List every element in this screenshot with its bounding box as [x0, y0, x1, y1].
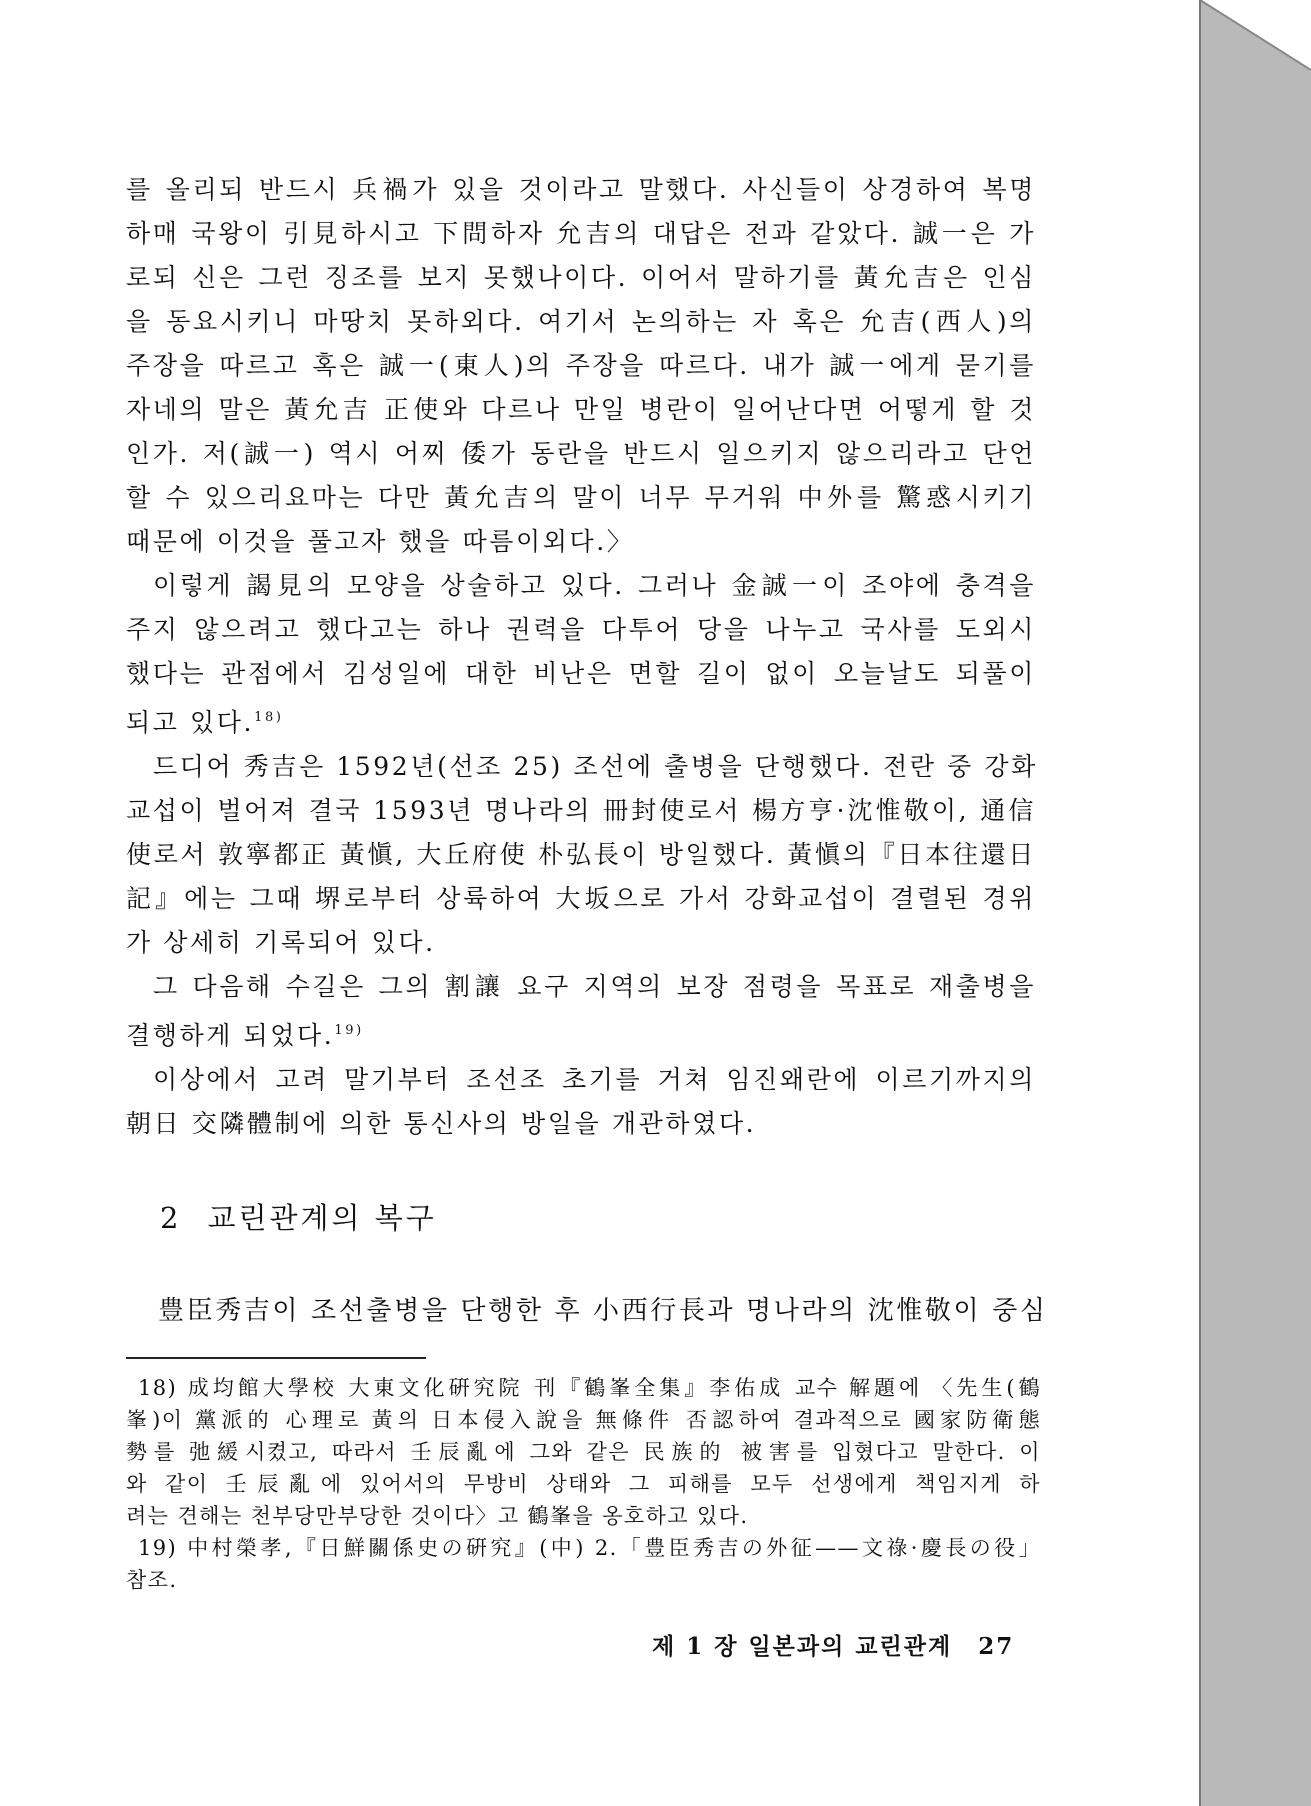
text-line: 교섭이 벌어져 결국 1593년 명나라의 冊封使로서 楊方亨·沈惟敬이, 通信 [126, 796, 1036, 825]
footnote-line: 峯)이 黨派的 心理로 黃의 日本侵入說을 無條件 否認하여 결과적으로 國家防衛態 [126, 1408, 1041, 1432]
text-line: 을 동요시키니 마땅치 못하외다. 여기서 논의하는 자 혹은 允吉(西人)의 [126, 307, 1036, 336]
body-text [126, 168, 1036, 1146]
text-line: 주장을 따르고 혹은 誠一(東人)의 주장을 따르다. 내가 誠一에게 묻기를 [126, 351, 1036, 380]
page-footer [652, 1628, 1014, 1661]
footnote-ref-19[interactable]: 19) [334, 1023, 364, 1038]
footnote-19 [126, 1532, 1041, 1596]
section-first-line: 豊臣秀吉이 조선출병을 단행한 후 小西行長과 명나라의 沈惟敬이 중심 [158, 1296, 1048, 1326]
text-line: 이상에서 고려 말기부터 조선조 초기를 거쳐 임진왜란에 이르기까지의 [153, 1065, 1036, 1094]
page-number: 27 [978, 1633, 1015, 1660]
paragraph-4 [126, 965, 1036, 1058]
text-line: 드디어 秀吉은 1592년(선조 25) 조선에 출병을 단행했다. 전란 중 강화 [153, 752, 1038, 781]
paragraph-2 [126, 564, 1036, 745]
footnote-line: 와 같이 壬辰亂에 있어서의 무방비 상태와 그 피해를 모두 선생에게 책임지게 하 [126, 1472, 1041, 1496]
text-fragment: 되고 있다. [126, 708, 255, 737]
page-stack-side [1200, 0, 1311, 1806]
text-line: 때문에 이것을 풀고자 했을 따름이외다.〉 [126, 527, 635, 556]
section-heading [160, 1196, 437, 1237]
footnote-line: 18) 成均館大學校 大東文化硏究院 刊『鶴峯全集』李佑成 교수 解題에 〈先生(鶴 [138, 1376, 1041, 1400]
text-line: 를 올리되 반드시 兵禍가 있을 것이라고 말했다. 사신들이 상경하여 복명 [126, 175, 1036, 204]
chapter-title: 제 1 장 일본과의 교린관계 [652, 1633, 953, 1660]
text-line: 朝日 交隣體制에 의한 통신사의 방일을 개관하였다. [126, 1109, 757, 1138]
footnote-line: 려는 견해는 천부당만부당한 것이다〉고 鶴峯을 옹호하고 있다. [126, 1504, 749, 1528]
text-line: 記』에는 그때 堺로부터 상륙하여 大坂으로 가서 강화교섭이 결렬된 경위 [126, 884, 1036, 913]
paragraph-3 [126, 745, 1036, 965]
text-line: 그 다음해 수길은 그의 割讓 요구 지역의 보장 점령을 목표로 재출병을 [153, 972, 1036, 1001]
section-title: 교린관계의 복구 [207, 1201, 437, 1235]
footnote-line: 19) 中村榮孝,『日鮮關係史の硏究』(中) 2.「豊臣秀吉の外征——文祿·慶長の役」 [138, 1536, 1041, 1560]
section-number: 2 [160, 1201, 182, 1235]
text-line: 주지 않으려고 했다고는 하나 권력을 다투어 당을 나누고 국사를 도외시 [126, 615, 1036, 644]
text-line: 이렇게 謁見의 모양을 상술하고 있다. 그러나 金誠一이 조야에 충격을 [153, 571, 1036, 600]
text-line: 자네의 말은 黃允吉 正使와 다르나 만일 병란이 일어난다면 어떻게 할 것 [126, 395, 1036, 424]
paragraph-1 [126, 168, 1036, 564]
footnote-18 [126, 1372, 1041, 1532]
text-line: 가 상세히 기록되어 있다. [126, 928, 436, 957]
text-line: 할 수 있으리요마는 다만 黃允吉의 말이 너무 무거워 中外를 驚惑시키기 [126, 483, 1036, 512]
text-line: 使로서 敦寧都正 黃愼, 大丘府使 朴弘長이 방일했다. 黃愼의『日本往還日 [126, 840, 1036, 869]
text-line [126, 696, 1036, 745]
footnote-ref-18[interactable]: 18) [254, 710, 284, 725]
text-fragment: 결행하게 되었다. [126, 1021, 335, 1050]
text-line: 하매 국왕이 引見하시고 下問하자 允吉의 대답은 전과 같았다. 誠一은 가 [126, 219, 1036, 248]
paragraph-5 [126, 1058, 1036, 1146]
text-line: 로되 신은 그런 징조를 보지 못했나이다. 이어서 말하기를 黃允吉은 인심 [126, 263, 1036, 292]
text-line: 했다는 관점에서 김성일에 대한 비난은 면할 길이 없이 오늘날도 되풀이 [126, 659, 1036, 688]
footnote-line: 勢를 弛緩시켰고, 따라서 壬辰亂에 그와 같은 民族的 被害를 입혔다고 말한다. 이 [126, 1440, 1041, 1464]
footnote-line: 참조. [126, 1568, 178, 1592]
footnote-divider [126, 1357, 426, 1359]
text-line [126, 1009, 1036, 1058]
page-stack-edge [1200, 0, 1311, 70]
footnotes [126, 1372, 1041, 1596]
text-line: 인가. 저(誠一) 역시 어찌 倭가 동란을 반드시 일으키지 않으리라고 단언 [126, 439, 1036, 468]
